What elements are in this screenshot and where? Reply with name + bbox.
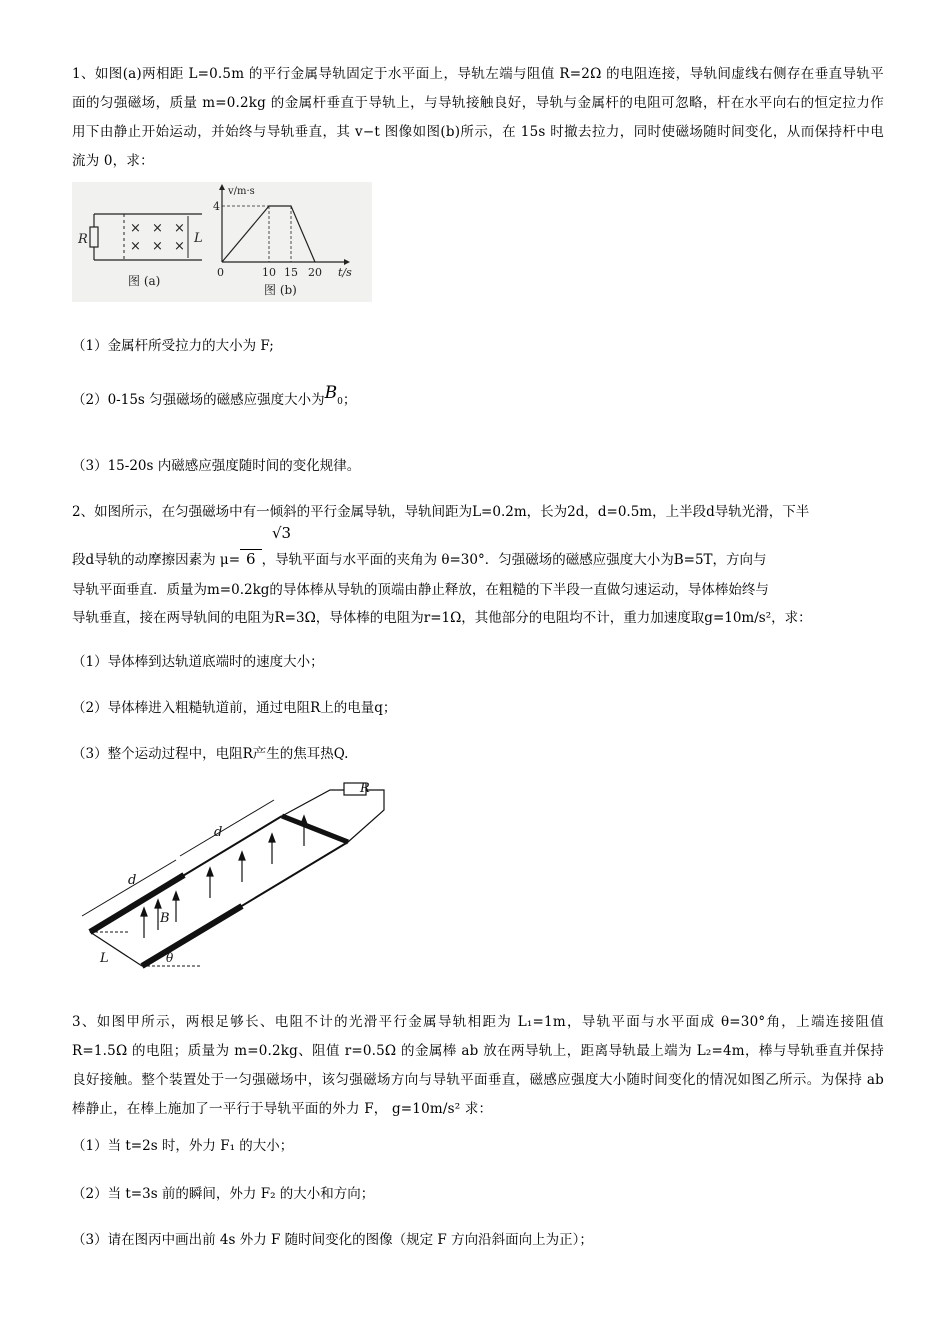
q2-sub2: （2）导体棒进入粗糙轨道前，通过电阻R上的电量q； (72, 700, 397, 716)
fig-b-tick-4: 4 (213, 200, 220, 213)
q1-text: 1、如图(a)两相距 L=0.5m 的平行金属导轨固定于水平面上，导轨左端与阻值 R=2Ω 的电阻连接，导轨间虚线右侧存在垂直导轨平面的匀强磁场，质量 m=0.2kg 的金属杆垂直于导轨上，与导轨接触良好，导轨与金属杆的电阻可忽略，杆在水平向右的恒定拉力作用下由静止开始运动，并始终与导轨垂直，其 v−t 图像如图(b)所示，在 15s 时撤去拉力，同时使磁场随时间变化，从而保持杆中电流为 0，求： (72, 66, 884, 169)
q2-figure-svg (72, 780, 388, 970)
q1-sub2-text: （2）0-15s 匀强磁场的磁感应强度大小为 (72, 392, 325, 408)
fig2-d1-label: d (128, 873, 137, 888)
q3-sub3: （3）请在图丙中画出前 4s 外力 F 随时间变化的图像（规定 F 方向沿斜面向上为正）； (72, 1232, 593, 1248)
fig-b-tick-10: 10 (262, 266, 276, 279)
fig-b-caption: 图 (b) (264, 283, 297, 297)
q3-sub1: （1）当 t=2s 时，外力 F₁ 的大小； (72, 1138, 294, 1154)
q3-sub2: （2）当 t=3s 前的瞬间，外力 F₂ 的大小和方向； (72, 1186, 375, 1202)
q2-line4: 导轨垂直，接在两导轨间的电阻为R=3Ω，导体棒的电阻为r=1Ω，其他部分的电阻均不计，重力加速度取g=10m/s²，求： (72, 610, 812, 626)
b0-subscript: 0 (337, 396, 343, 407)
q2-line3: 导轨平面垂直．质量为m=0.2kg的导体棒从导轨的顶端由静止释放，在粗糙的下半段一直做匀速运动，导体棒始终与 (72, 582, 769, 598)
fig-a-r: R (78, 232, 88, 247)
fig-a-caption: 图 (a) (128, 274, 161, 288)
fig-b-tick-0: 0 (217, 266, 224, 279)
q2-line1: 2、如图所示，在匀强磁场中有一倾斜的平行金属导轨，导轨间距为L=0.2m，长为2d，d=0.5m，上半段d导轨光滑，下半 (72, 504, 810, 520)
q1-sub1: （1）金属杆所受拉力的大小为 F; (72, 338, 274, 354)
svg-text:×: × (130, 221, 141, 236)
q1-figure (72, 182, 372, 302)
q1-sub3: （3）15-20s 内磁感应强度随时间的变化规律。 (72, 458, 361, 474)
q2-sub3: （3）整个运动过程中，电阻R产生的焦耳热Q. (72, 746, 349, 762)
q1-sub2 (72, 383, 357, 411)
b0-symbol: B (324, 383, 338, 403)
q2-line2-post: ，导轨平面与水平面的夹角为 θ=30°．匀强磁场的磁感应强度大小为B=5T，方向与 (261, 552, 767, 568)
fig-b-tick-20: 20 (308, 266, 322, 279)
resistor-icon (90, 227, 98, 247)
fig-a-l: L (194, 231, 203, 246)
svg-text:×: × (174, 221, 185, 236)
fig-b-xaxis: t/s (338, 266, 352, 279)
q2-line2-pre: 段d导轨的动摩擦因素为 μ= (72, 552, 241, 568)
q1-sub2-end: ； (342, 392, 357, 408)
fig2-theta-label: θ (166, 951, 174, 965)
fig2-l-label: L (100, 951, 109, 966)
q2-line2 (72, 548, 767, 568)
svg-text:×: × (130, 239, 141, 254)
fig2-b-label: B (160, 911, 170, 926)
fig-b-tick-15: 15 (284, 266, 298, 279)
svg-text:×: × (152, 221, 163, 236)
fig2-d2-label: d (214, 825, 223, 840)
q2-figure (72, 780, 388, 970)
svg-text:×: × (174, 239, 185, 254)
q3-text: 3、如图甲所示，两根足够长、电阻不计的光滑平行金属导轨相距为 L₁=1m，导轨平面与水平面成 θ=30°角，上端连接阻值 R=1.5Ω 的电阻；质量为 m=0.2kg、阻值 r=0.5Ω 的金属棒 ab 放在两导轨上，距离导轨最上端为 L₂=4m，棒与导轨垂直并保持良好接触。整个装置处于一匀强磁场中，该匀强磁场方向与导轨平面垂直，磁感应强度大小随时间变化的情况如图乙所示。为保持 ab 棒静止，在棒上施加了一平行于导轨平面的外力 F， g=10m/s² 求： (72, 1014, 884, 1117)
q2-sub1: （1）导体棒到达轨道底端时的速度大小； (72, 654, 324, 670)
fig-b-yaxis: v/m·s (228, 186, 255, 197)
fig2-r-label: R (360, 781, 370, 796)
q1-figure-svg (72, 182, 372, 302)
sqrt3: √3 (272, 524, 292, 542)
svg-text:×: × (152, 239, 163, 254)
fraction-denominator: 6 (240, 549, 262, 568)
